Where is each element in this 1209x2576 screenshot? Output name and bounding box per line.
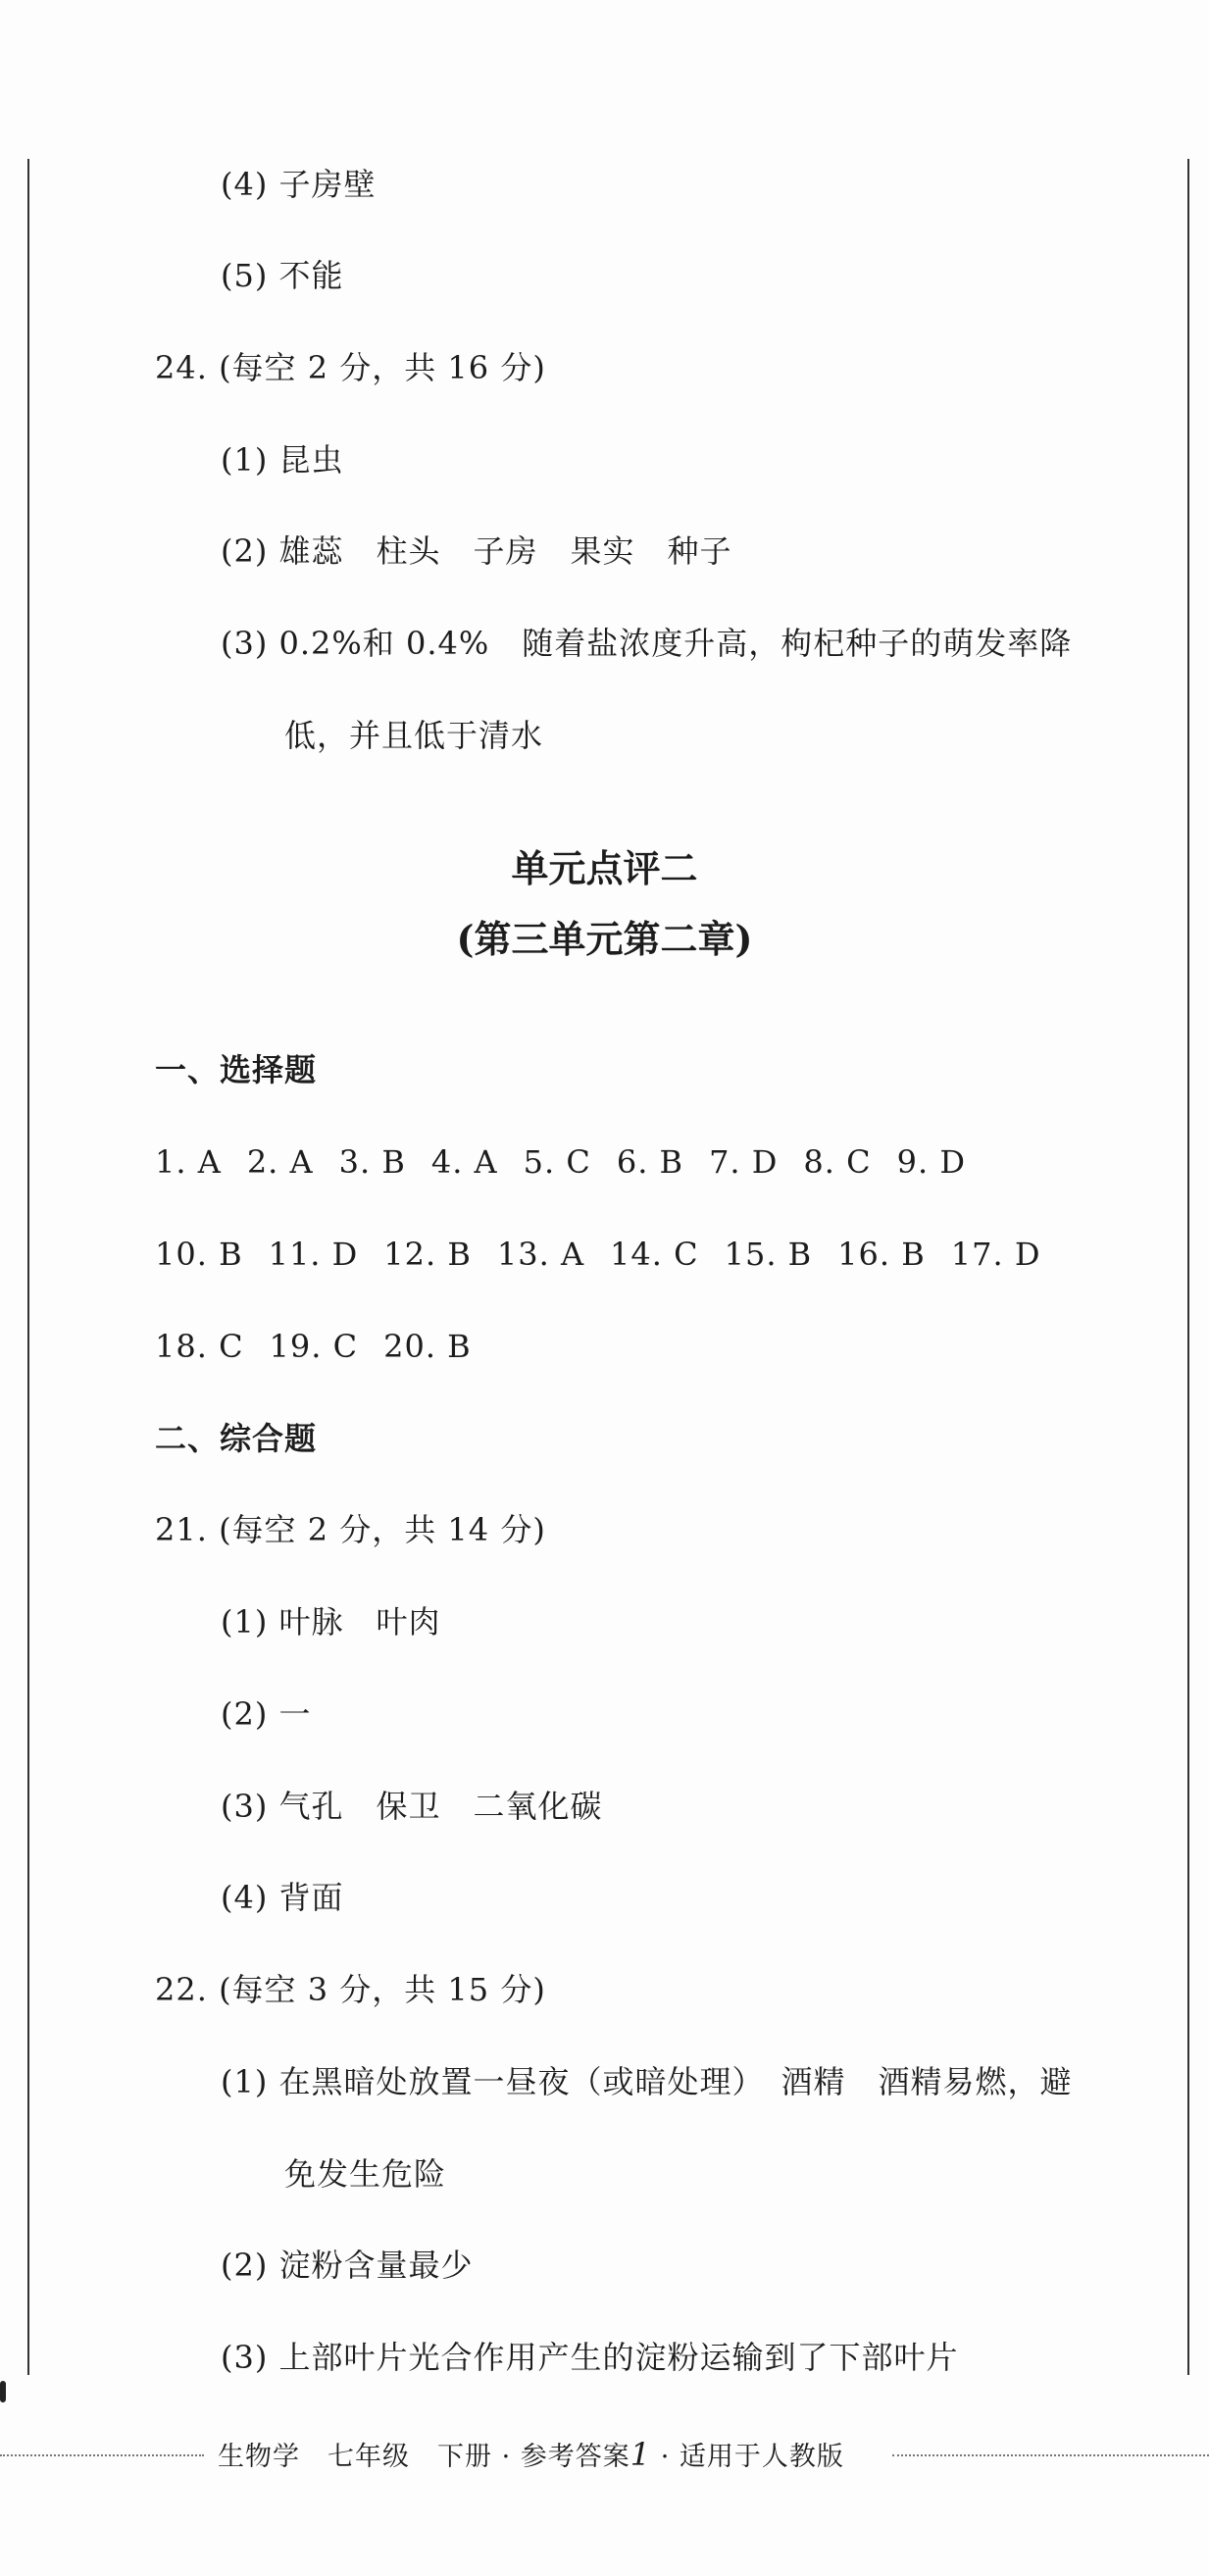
choice-row-1 — [155, 1142, 966, 1182]
answer-24-3-line1: (3) 0.2%和 0.4% 随着盐浓度升高，枸杞种子的萌发率降 — [221, 625, 1073, 662]
choice-answer: 7. D — [709, 1143, 779, 1181]
edge-mark — [0, 2381, 6, 2402]
choice-answer: 8. C — [803, 1143, 872, 1181]
choice-answer: 12. B — [383, 1236, 472, 1273]
answer-24-1: (1) 昆虫 — [221, 441, 344, 479]
choice-answer: 2. A — [246, 1143, 314, 1181]
choice-answer: 3. B — [338, 1143, 406, 1181]
choice-answer: 5. C — [523, 1143, 591, 1181]
page-number: 1 — [630, 2436, 652, 2473]
footer-dotted-rule-left — [0, 2454, 204, 2456]
answer-22-3: (3) 上部叶片光合作用产生的淀粉运输到了下部叶片 — [221, 2339, 959, 2376]
footer-text — [218, 2435, 844, 2477]
choice-answer: 14. C — [610, 1236, 699, 1273]
answer-21-3: (3) 气孔 保卫 二氧化碳 — [221, 1788, 603, 1825]
answer-22-2: (2) 淀粉含量最少 — [221, 2247, 474, 2284]
answer-24-3-line2: 低，并且低于清水 — [284, 717, 544, 754]
choice-answer: 13. A — [496, 1236, 585, 1273]
choice-row-3 — [155, 1327, 472, 1366]
right-margin-rule — [1187, 159, 1189, 2375]
choice-answer: 19. C — [269, 1328, 359, 1365]
choice-answer: 15. B — [724, 1236, 813, 1273]
question-21-header: 21. (每空 2 分，共 14 分) — [155, 1511, 546, 1548]
answer-23-5: (5) 不能 — [221, 257, 344, 294]
part1-heading: 一、选择题 — [155, 1051, 318, 1088]
footer-edition: · 适用于人教版 — [651, 2442, 844, 2472]
answer-21-4: (4) 背面 — [221, 1879, 344, 1916]
left-margin-rule — [27, 159, 29, 2375]
choice-answer: 1. A — [155, 1143, 222, 1181]
answer-23-4: (4) 子房壁 — [221, 166, 377, 203]
choice-answer: 16. B — [837, 1236, 926, 1273]
page-footer — [0, 2435, 1209, 2474]
choice-answer: 11. D — [268, 1236, 359, 1273]
choice-row-2 — [155, 1235, 1040, 1274]
answer-24-2: (2) 雄蕊 柱头 子房 果实 种子 — [221, 532, 732, 570]
choice-answer: 20. B — [383, 1328, 472, 1365]
answer-21-1: (1) 叶脉 叶肉 — [221, 1603, 441, 1641]
question-24-header: 24. (每空 2 分，共 16 分) — [155, 349, 546, 386]
answer-22-1-line1: (1) 在黑暗处放置一昼夜（或暗处理） 酒精 酒精易燃，避 — [221, 2063, 1073, 2100]
choice-answer: 4. A — [430, 1143, 498, 1181]
footer-book-info: 生物学 七年级 下册 · 参考答案 — [218, 2442, 630, 2472]
choice-answer: 18. C — [155, 1328, 244, 1365]
answer-21-2: (2) 一 — [221, 1695, 312, 1733]
section-title: 单元点评二 — [511, 846, 698, 890]
answer-22-1-line2: 免发生危险 — [284, 2155, 447, 2193]
footer-dotted-rule-right — [892, 2454, 1209, 2456]
part2-heading: 二、综合题 — [155, 1420, 318, 1457]
choice-answer: 9. D — [896, 1143, 966, 1181]
choice-answer: 10. B — [155, 1236, 243, 1273]
question-22-header: 22. (每空 3 分，共 15 分) — [155, 1971, 546, 2008]
choice-answer: 6. B — [616, 1143, 684, 1181]
choice-answer: 17. D — [950, 1236, 1041, 1273]
section-subtitle: (第三单元第二章) — [456, 917, 753, 961]
